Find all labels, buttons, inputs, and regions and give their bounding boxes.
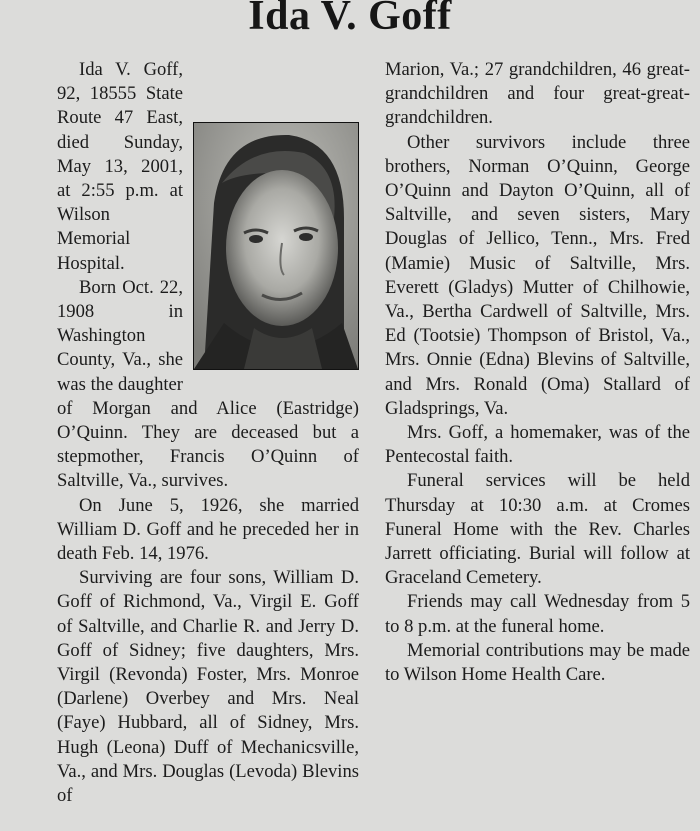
- paragraph: Funeral services will be held Thursday at 10:30 a.m. at Cromes Funeral Home with the Rev. Charles Jarrett officiating. Burial will follow at Graceland Cemetery.: [385, 470, 690, 589]
- obituary-headline: Ida V. Goff: [248, 0, 452, 39]
- right-column: [385, 58, 690, 687]
- left-column: [57, 58, 359, 808]
- portrait-image: [194, 123, 358, 369]
- paragraph: Surviving are four sons, William D. Goff of Richmond, Va., Virgil E. Goff of Saltville, and Charlie R. and Jerry D. Goff of Sidney; five daughters, Mrs. Virgil (Revonda) Foster, Mrs. Monroe (Darlene) Overbey and Mrs. Neal (Faye) Hubbard, all of Sidney, Mrs. Hugh (Leona) Duff of Mechanicsville, Va., and Mrs. Douglas (Levoda) Blevins of: [57, 567, 359, 807]
- portrait-photo: [193, 122, 359, 372]
- paragraph: On June 5, 1926, she married William D. Goff and he preceded her in death Feb. 14, 1976.: [57, 494, 359, 565]
- paragraph: Memorial contributions may be made to Wilson Home Health Care.: [385, 639, 690, 686]
- paragraph: Other survivors include three brothers, Norman O’Quinn, George O’Quinn and Dayton O’Quinn, all of Saltville, and seven sisters, Mary Douglas of Jellico, Tenn., Mrs. Fred (Mamie) Music of Saltville, Mrs. Everett (Gladys) Mutter of Chilhowie, Va., Bertha Cardwell of Saltville, Mrs. Ed (Tootsie) Thompson of Bristol, Va., Mrs. Onnie (Edna) Blevins of Saltville, and Mrs. Ronald (Oma) Stallard of Gladsprings, Va.: [385, 131, 690, 419]
- paragraph: Friends may call Wednesday from 5 to 8 p.m. at the funeral home.: [385, 591, 690, 637]
- paragraph: Born Oct. 22, 1908 in Washington County, Va., she was the daughter of Morgan and Alice (Eastridge) O’Quinn. They are deceased but a stepmother, Francis O’Quinn of Saltville, Va., survives.: [57, 276, 359, 492]
- paragraph: Ida V. Goff, 92, 18555 State Route 47 East, died Sunday, May 13, 2001, at 2:55 p.m. at Wilson Memorial Hospital.: [57, 59, 183, 274]
- paragraph: Marion, Va.; 27 grandchildren, 46 great-grandchildren and four great-great-grandchildren.: [385, 59, 690, 129]
- paragraph: Mrs. Goff, a homemaker, was of the Pentecostal faith.: [385, 422, 690, 468]
